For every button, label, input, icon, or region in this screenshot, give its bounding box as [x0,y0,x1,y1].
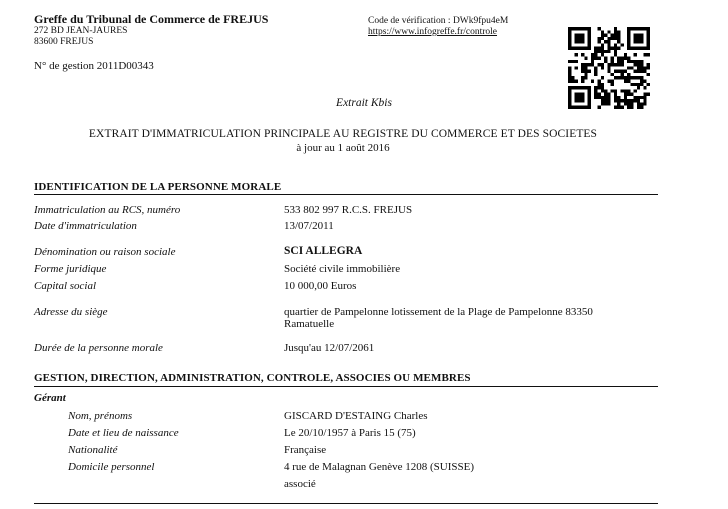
adresse-label: Adresse du siège [34,306,108,318]
nom-value: GISCARD D'ESTAING Charles [284,410,428,422]
rcs-value: 533 802 997 R.C.S. FREJUS [284,204,413,216]
rcs-label: Immatriculation au RCS, numéro [34,204,181,216]
section-title-identification: IDENTIFICATION DE LA PERSONNE MORALE [34,181,282,193]
duree-value: Jusqu'au 12/07/2061 [284,342,375,354]
verification-code: Code de vérification : DWk9fpu4eM [368,16,509,26]
section-divider [34,386,658,387]
adresse-value-line1: quartier de Pampelonne lotissement de la Plage de Pampelonne 83350 [284,306,593,318]
forme-juridique-value: Société civile immobilière [284,263,401,275]
qualite-value: associé [284,478,316,490]
greffe-address [34,26,127,47]
greffe-name: Greffe du Tribunal de Commerce de FREJUS [34,12,269,26]
date-line: à jour au 1 août 2016 [296,142,390,154]
denomination-value: SCI ALLEGRA [284,245,363,257]
verification-link[interactable]: https://www.infogreffe.fr/controle [368,27,498,37]
nationalite-label: Nationalité [68,444,118,456]
denomination-label: Dénomination ou raison sociale [34,246,176,258]
main-title: EXTRAIT D'IMMATRICULATION PRINCIPALE AU REGISTRE DU COMMERCE ET DES SOCIETES [88,128,598,140]
duree-label: Durée de la personne morale [34,342,163,354]
gestion-number: N° de gestion 2011D00343 [34,60,154,72]
forme-juridique-label: Forme juridique [34,263,107,275]
greffe-address-line2: 83600 FREJUS [34,36,94,47]
section-title-gestion: GESTION, DIRECTION, ADMINISTRATION, CONTROLE, ASSOCIES OU MEMBRES [34,372,471,384]
naissance-value: Le 20/10/1957 à Paris 15 (75) [284,427,416,439]
kbis-title: Extrait Kbis [336,97,392,109]
capital-label: Capital social [34,280,97,292]
domicile-value: 4 rue de Malagnan Genève 1208 (SUISSE) [284,461,475,473]
verification-block [368,16,508,38]
date-immatriculation-value: 13/07/2011 [284,220,334,232]
greffe-address-line1: 272 BD JEAN-JAURES [34,26,128,36]
date-immatriculation-label: Date d'immatriculation [34,220,137,232]
nationalite-value: Française [284,444,327,456]
capital-value: 10 000,00 Euros [284,280,357,292]
section-divider [34,194,658,195]
domicile-label: Domicile personnel [68,461,155,473]
role-gerant: Gérant [34,392,66,404]
nom-label: Nom, prénoms [68,410,133,422]
naissance-label: Date et lieu de naissance [68,427,179,439]
page-bottom-divider [34,503,658,504]
adresse-value-line2: Ramatuelle [284,318,335,330]
